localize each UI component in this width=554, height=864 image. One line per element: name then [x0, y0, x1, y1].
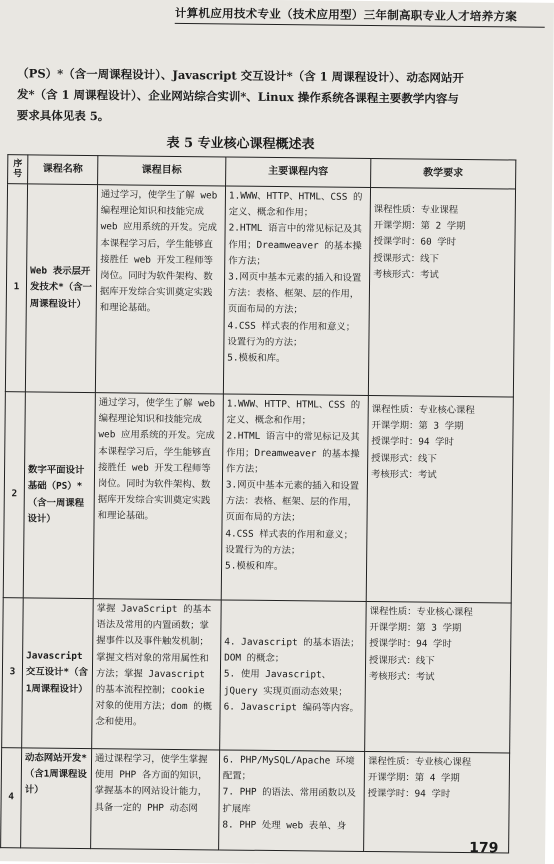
goal-text: 掌握 JavaScript 的基本语法及常用的内置函数；掌握事件以及事件触发机制；掌握文档对象的常用属性和方法；掌握 Javascript 的基本流程控制；cookie 对象的使用方法；dom 的概念和使用。	[95, 603, 212, 729]
row-course-name: 数字平面设计基础（PS）*（含一周课程设计）	[23, 392, 95, 599]
intro-line: （PS）*（含一周课程设计）、Javascript 交互设计*（含 1 周课程设计）、动态网站开	[17, 66, 465, 85]
requirement-item: 授课学时：60 学时	[373, 236, 457, 249]
content-item: 4.CSS 样式表的作用和意义；	[225, 528, 354, 541]
row-seq: 2	[3, 392, 25, 598]
row-course-goal	[92, 599, 222, 750]
header-course-goal: 课程目标	[98, 156, 226, 186]
row-course-goal	[91, 749, 220, 850]
content-item: 7. PHP 的语法、常用函数以及扩展库	[222, 786, 357, 815]
intro-line: 发*（含 1 周课程设计）、企业网站综合实训*、Linux 操作系统各课程主要教学内容与	[16, 87, 459, 106]
requirement-item: 开课学期：第 3 学期	[369, 622, 462, 635]
requirement-item: 考核形式：考试	[373, 268, 439, 281]
content-item: 6. Javascript 编码等内容。	[223, 701, 359, 714]
content-item: 5.模板和库。	[225, 560, 284, 573]
requirement-item: 开课学期：第 2 学期	[373, 220, 466, 233]
header-course-content: 主要课程内容	[226, 157, 371, 188]
goal-text: 通过课程学习，使学生掌握使用 PHP 各方面的知识，掌握基本的网站设计能力，具备一定的 PHP 动态网	[94, 753, 208, 814]
row-seq: 3	[2, 598, 24, 748]
content-item: 2.HTML 语言中的常见标记及其作用；Dreamweaver 的基本操作方法；	[226, 430, 360, 475]
requirement-item: 考核形式：考试	[368, 670, 435, 683]
row-course-goal	[95, 185, 225, 394]
goal-text: 通过学习，使学生了解 web 编程理论知识和技能完成 web 应用系统的开发。完成本课程学习后，学生能够直接胜任 web 开发工程师等岗位。同时为软件架构、数据库开发综合实训奠定实践和理论基础。	[99, 189, 218, 315]
row-course-content	[221, 394, 368, 602]
requirement-item: 开课学期：第 3 学期	[371, 420, 464, 433]
row-teaching-requirements	[368, 187, 515, 397]
table-caption: 表 5 专业核心课程概述表	[166, 135, 315, 153]
header-course-name: 课程名称	[28, 155, 98, 185]
course-overview-table	[0, 154, 516, 853]
content-item: 6. PHP/MySQL/Apache 环境配置；	[222, 754, 355, 782]
content-item: 3.网页中基本元素的插入和设置方法：表格、框架、层的作用，页面布局的方法；	[227, 271, 362, 316]
requirement-item: 开课学期：第 4 学期	[367, 772, 460, 785]
requirement-item: 考核形式：考试	[370, 468, 437, 481]
content-item: 3.网页中基本元素的插入和设置方法：表格、框架、层的作用，页面布局的方法；	[225, 479, 360, 524]
content-item: 4.CSS 样式表的作用和意义；	[227, 320, 356, 333]
content-item: 设置行为的方法；	[225, 544, 301, 557]
content-item: 5.模板和库。	[227, 352, 286, 365]
requirement-item: 课程性质：专业核心课程	[369, 606, 473, 619]
requirement-item: 授课学时：94 学时	[369, 638, 452, 651]
row-course-name: Web 表示层开发技术*（含一周课程设计）	[25, 184, 97, 393]
table-row	[3, 392, 513, 603]
requirement-item: 授课形式：线下	[369, 654, 435, 667]
row-course-content	[220, 600, 367, 752]
row-course-goal	[93, 393, 223, 600]
row-course-name: Javascript 交互设计*（含1周课程设计）	[22, 598, 94, 749]
goal-text: 通过学习，使学生了解 web 编程理论知识和技能完成 web 应用系统的开发。完成本课程学习后，学生能够直接胜任 web 开发工程师等岗位。同时为软件架构、数据库开发综合实训奠定实践和理论基础。	[97, 397, 216, 523]
requirement-item: 授课形式：线下	[371, 452, 437, 465]
requirement-item: 课程性质：专业核心课程	[367, 755, 472, 769]
row-teaching-requirements	[365, 601, 512, 753]
intro-paragraph	[17, 63, 523, 131]
requirement-item: 授课学时：94 学时	[371, 436, 454, 449]
page-number: 179	[469, 840, 499, 857]
content-item: 2.HTML 语言中的常见标记及其作用；Dreamweaver 的基本操作方法；	[228, 222, 362, 267]
content-item: 1.WWW、HTTP、HTML、CSS 的定义、概念和作用；	[226, 398, 361, 427]
running-header: 计算机应用技术专业（技术应用型）三年制高职专业人才培养方案	[175, 5, 545, 28]
content-item: 8. PHP 处理 web 表单、身	[222, 819, 347, 832]
table-row	[1, 748, 510, 853]
row-course-content	[219, 750, 365, 852]
table-row	[2, 598, 512, 753]
header-seq: 序号	[8, 155, 28, 184]
row-seq: 1	[5, 184, 27, 392]
table-row	[5, 184, 515, 397]
row-course-name: 动态网站开发*（含1周课程设计）	[21, 748, 92, 849]
row-teaching-requirements	[364, 751, 510, 853]
requirement-item: 课程性质：专业核心课程	[371, 404, 475, 417]
content-item: 4. Javascript 的基本语法；DOM 的概念；	[224, 636, 360, 665]
requirement-item: 课程性质：专业课程	[373, 204, 459, 216]
requirement-item: 授课形式：线下	[373, 252, 439, 265]
header-teaching-requirements: 教学要求	[371, 158, 516, 189]
row-teaching-requirements	[366, 395, 513, 603]
intro-line: 要求具体见表 5。	[16, 108, 110, 124]
requirement-item: 授课学时：94 学时	[367, 788, 451, 801]
content-item: 设置行为的方法；	[227, 336, 303, 349]
row-seq: 4	[1, 748, 22, 848]
content-item: 5. 使用 Javascript、jQuery 实现页面动态效果；	[223, 668, 348, 698]
row-course-content	[223, 186, 370, 396]
content-item: 1.WWW、HTTP、HTML、CSS 的定义、概念和作用；	[228, 190, 363, 219]
